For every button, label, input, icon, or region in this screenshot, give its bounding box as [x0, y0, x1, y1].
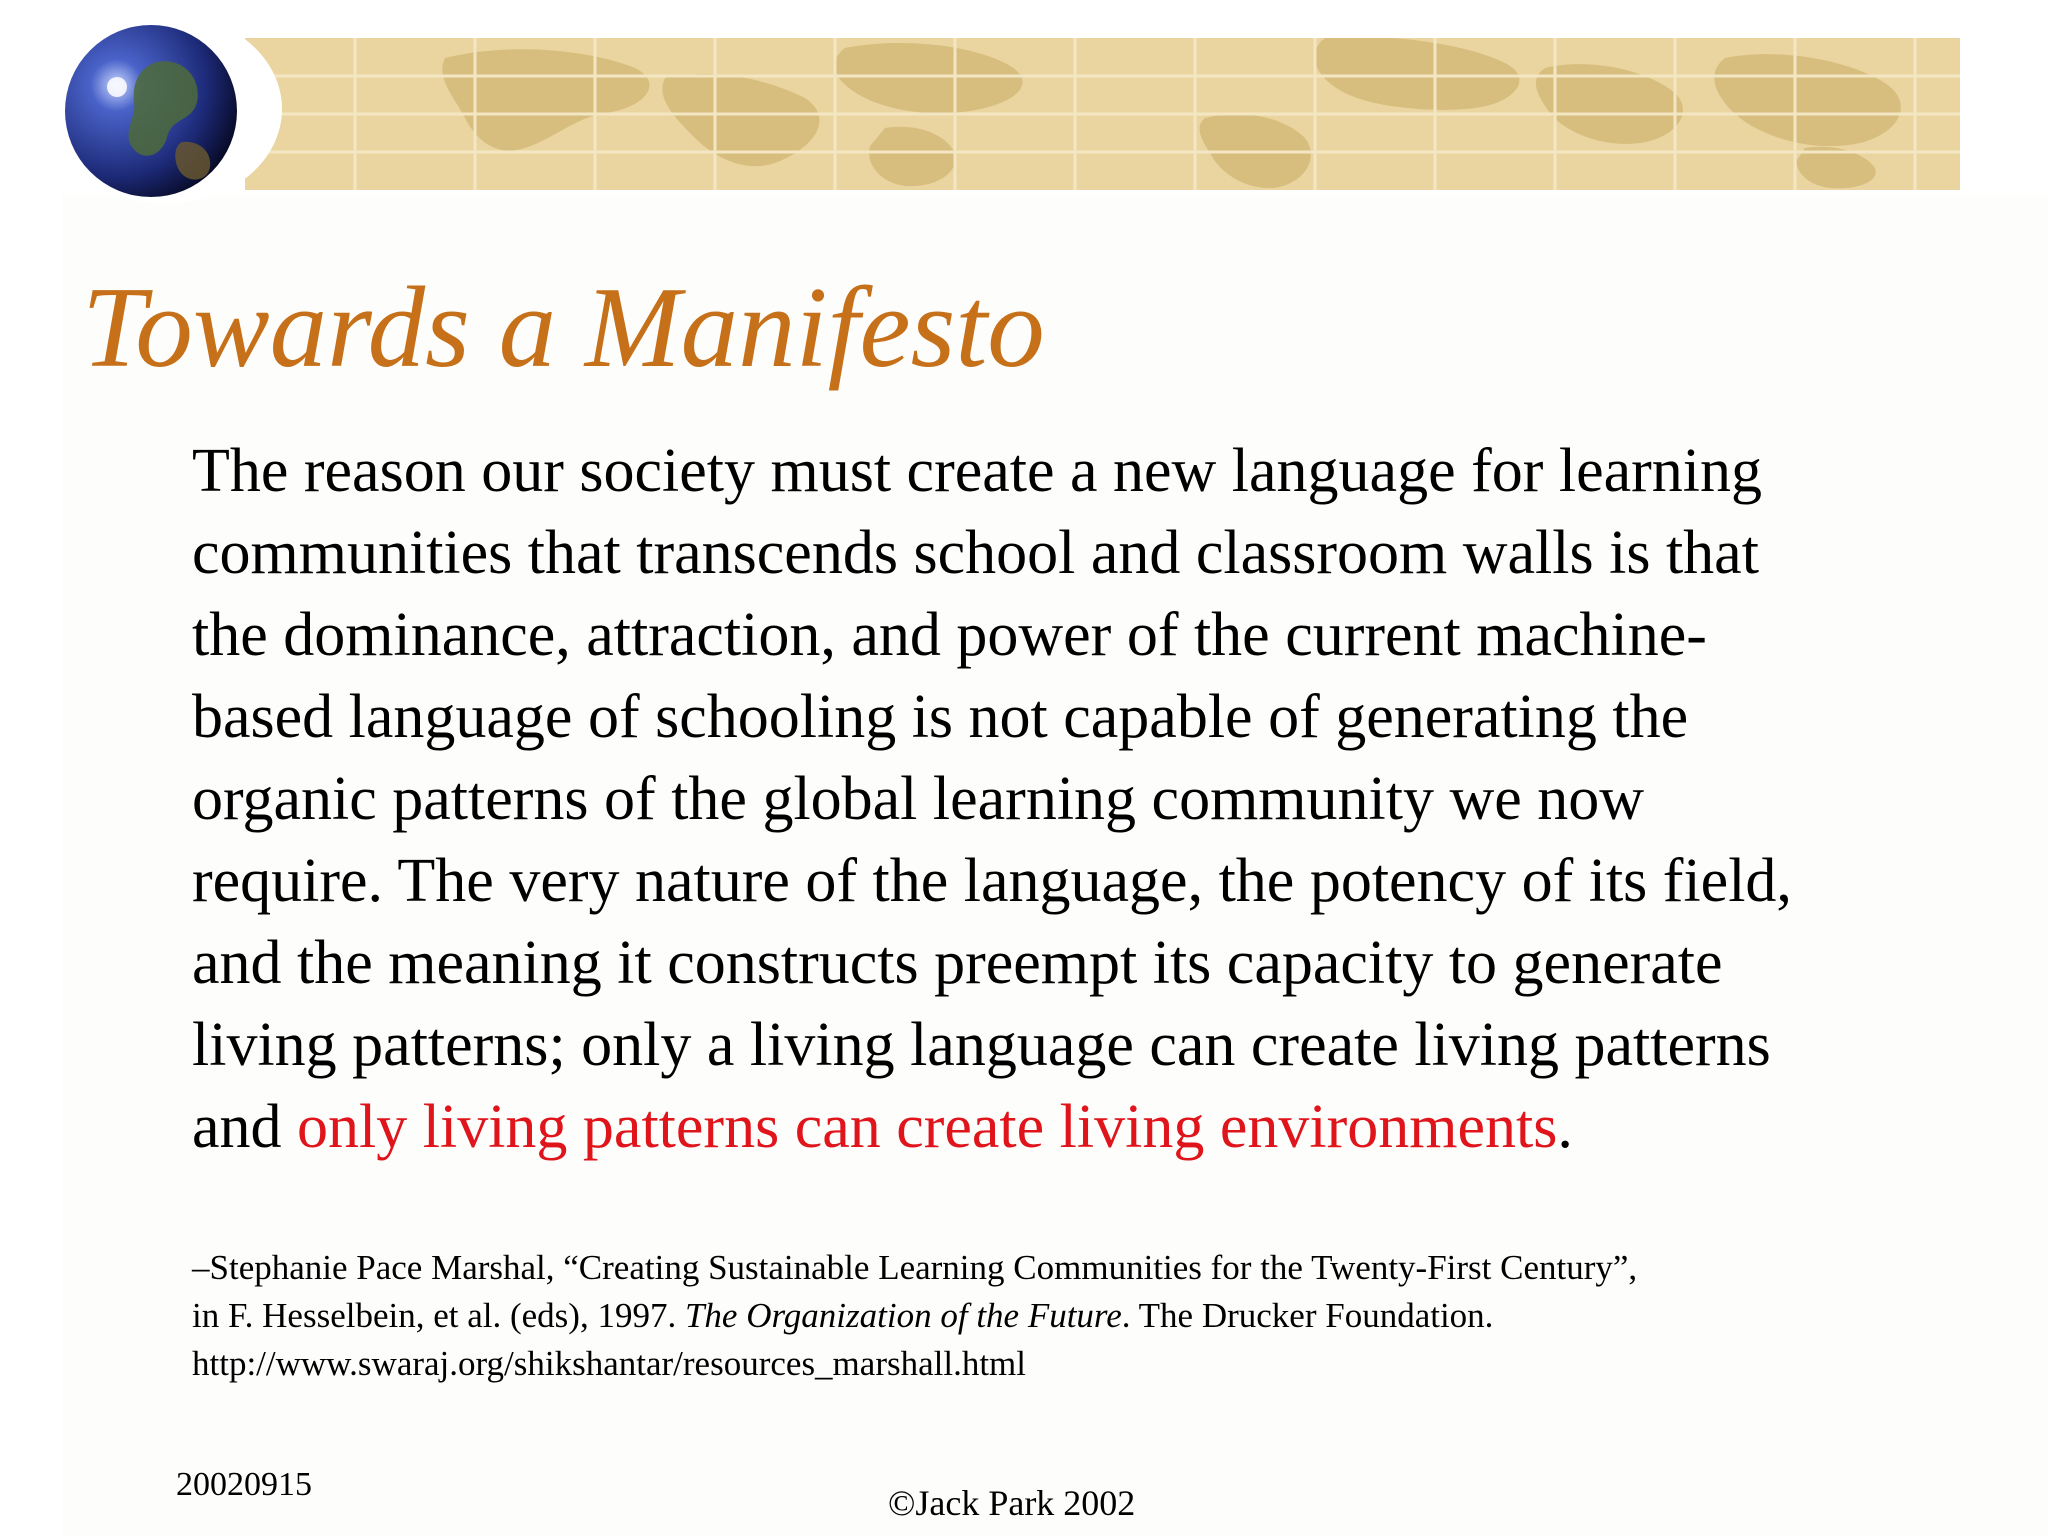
citation — [192, 1244, 1892, 1388]
quote-paragraph — [192, 430, 1842, 1168]
world-map-graphic — [245, 38, 1960, 190]
slide-date: 20020915 — [176, 1466, 312, 1503]
citation-line-1: –Stephanie Pace Marshal, “Creating Sustainable Learning Communities for the Twenty-First Century”, — [192, 1248, 1638, 1287]
quote-main-text: The reason our society must create a new language for learning communities that transcends school and classroom walls is that the dominance, attraction, and power of the current machine-based language of schooling is not capable of generating the organic patterns of the global learning community we now require. The very nature of the language, the potency of its field, and the meaning it constructs preempt its capacity to generate living patterns; only a living language can create living patterns and — [192, 437, 1792, 1161]
left-margin — [0, 0, 62, 1536]
citation-url: http://www.swaraj.org/shikshantar/resources_marshall.html — [192, 1344, 1027, 1383]
quote-end-punctuation: . — [1557, 1093, 1573, 1161]
quote-emphasis-text: only living patterns can create living environments — [297, 1093, 1558, 1161]
copyright-notice: ©Jack Park 2002 — [888, 1483, 1136, 1523]
citation-book-title: The Organization of the Future — [684, 1296, 1122, 1335]
citation-publisher: . The Drucker Foundation. — [1121, 1296, 1494, 1335]
citation-editors: in F. Hesselbein, et al. (eds), 1997. — [192, 1296, 685, 1335]
world-map-banner — [245, 38, 1960, 190]
citation-line-2 — [192, 1292, 1892, 1340]
slide-title: Towards a Manifesto — [82, 264, 1045, 391]
manifesto-quote — [192, 430, 1842, 1168]
globe-icon — [62, 22, 240, 200]
